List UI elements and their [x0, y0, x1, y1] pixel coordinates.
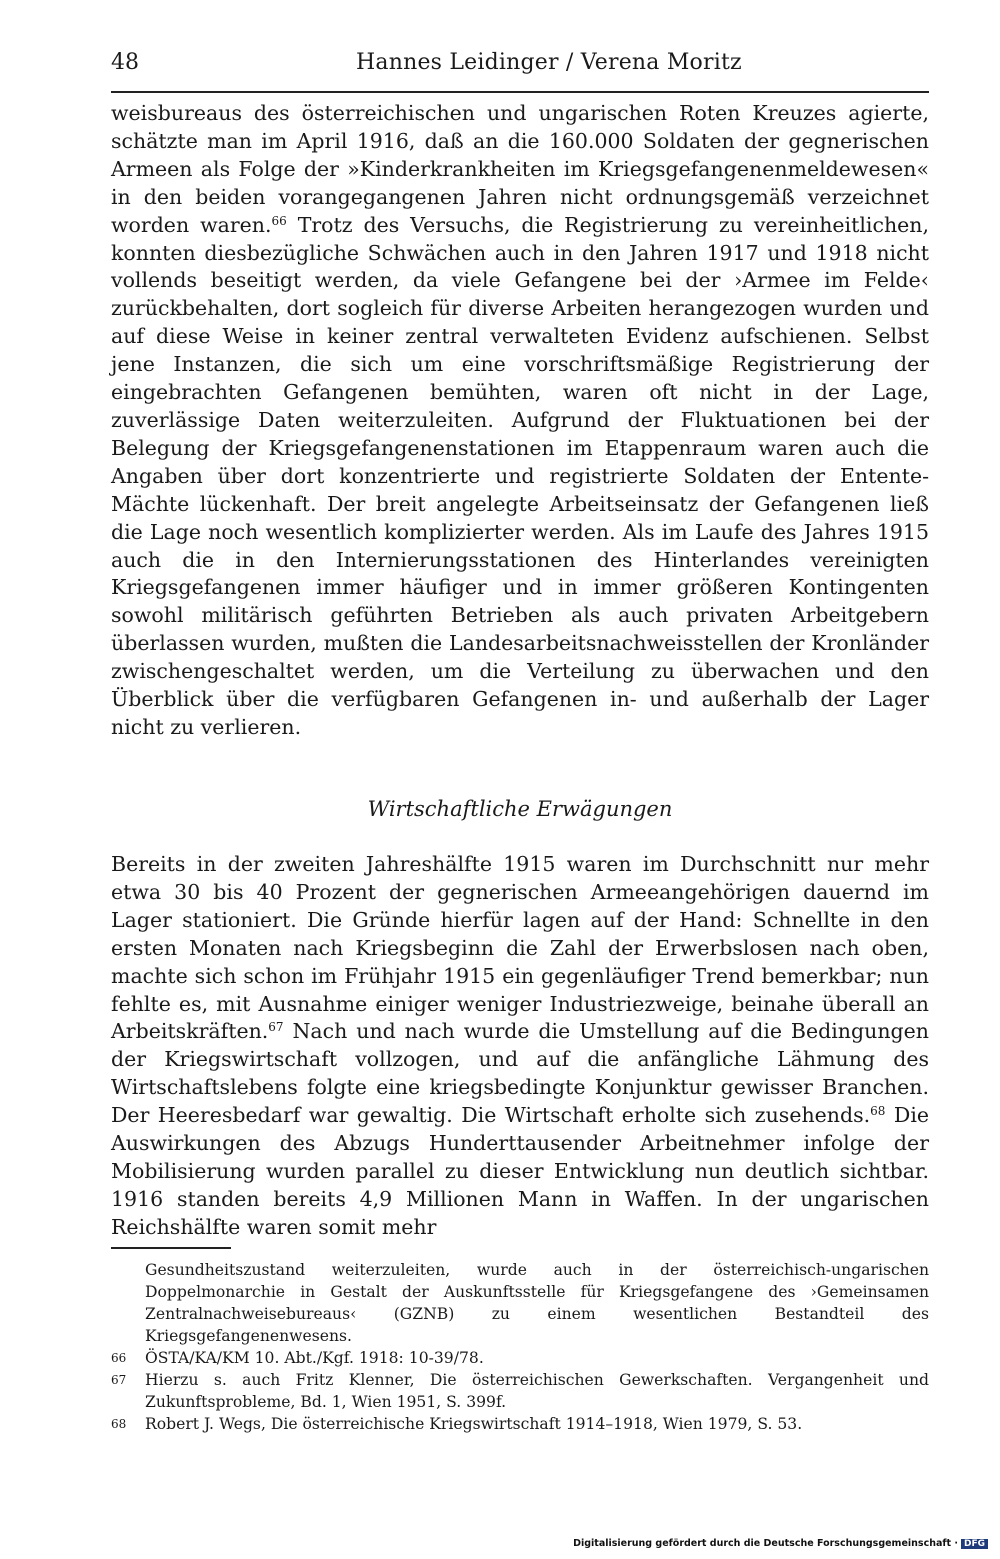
credit-text: Digitalisierung gefördert durch die Deutsche Forschungsgemeinschaft ·: [573, 1538, 958, 1549]
dfg-logo: DFG: [961, 1539, 988, 1549]
page-number: 48: [111, 50, 139, 75]
footnote-67: [111, 1369, 929, 1413]
running-head-authors: Hannes Leidinger / Verena Moritz: [356, 50, 742, 75]
paragraph-text: Nach und nach wurde die Umstellung auf die Bedingungen der Kriegswirtschaft vollzogen, und auf die anfängliche Lähmung des Wirtschaftslebens folgte eine kriegsbedingte Konjunktur gewisser Branchen. Der Heeresbedarf war gewaltig. Die Wirtschaft erholte sich zusehends.: [111, 1019, 929, 1128]
footnote-number: 66: [111, 1351, 127, 1365]
footnote-number: 68: [111, 1417, 127, 1431]
footnote-continuation: Gesundheitszustand weiterzuleiten, wurde auch in der österreichisch-ungarischen Doppelmonarchie in Gestalt der Auskunftsstelle für Kriegsgefangene des ›Gemeinsamen Zentralnachweisebureaus‹ (GZNB) zu einem wesentlichen Bestandteil des Kriegsgefangenenwesens.: [145, 1261, 929, 1345]
footnote-ref-66[interactable]: 66: [271, 213, 287, 228]
footnote-text: ÖSTA/KA/KM 10. Abt./Kgf. 1918: 10-39/78.: [145, 1349, 484, 1367]
header-rule: [111, 91, 929, 93]
footnote-rule: [111, 1247, 231, 1249]
footnote-text: Hierzu s. auch Fritz Klenner, Die österreichischen Gewerkschaften. Vergangenheit und Zukunftsprobleme, Bd. 1, Wien 1951, S. 399f.: [145, 1371, 929, 1411]
body-paragraph-2: [111, 851, 929, 1242]
footnote-ref-68[interactable]: 68: [870, 1104, 886, 1119]
footnote-ref-67[interactable]: 67: [268, 1020, 284, 1035]
footnote-66: [111, 1347, 929, 1369]
footnote-number: 67: [111, 1373, 127, 1387]
section-heading: Wirtschaftliche Erwägungen: [367, 797, 673, 821]
page-header: [111, 50, 929, 90]
paragraph-text: Die Auswirkungen des Abzugs Hunderttausender Arbeitnehmer infolge der Mobilisierung wurden parallel zu dieser Entwicklung nun deutlich sichtbar. 1916 standen bereits 4,9 Millionen Mann in Waffen. In der ungarischen Reichshälfte waren somit mehr: [111, 1103, 930, 1239]
body-paragraph-1: [111, 100, 929, 742]
paragraph-text: Trotz des Versuchs, die Registrierung zu vereinheitlichen, konnten diesbezügliche Schwächen auch in den Jahren 1917 und 1918 nicht vollends beseitigt werden, da viele Gefangene bei der ›Armee im Felde‹ zurückbehalten, dort sogleich für diverse Arbeiten herangezogen wurden und auf diese Weise in keiner zentral verwalteten Evidenz aufschienen. Selbst jene Instanzen, die sich um eine vorschriftsmäßige Registrierung der eingebrachten Gefangenen bemühten, waren oft nicht in der Lage, zuverlässige Daten weiterzuleiten. Aufgrund der Fluktuationen bei der Belegung der Kriegsgefangenenstationen im Etappenraum waren auch die Angaben über dort konzentrierte und registrierte Soldaten der Entente-Mächte lückenhaft. Der breit angelegte Arbeitseinsatz der Gefangenen ließ die Lage noch wesentlich komplizierter werden. Als im Laufe des Jahres 1915 auch die in den Internierungsstationen des Hinterlandes vereinigten Kriegsgefangenen immer häufiger und in immer größeren Kontingenten sowohl militärisch geführten Betrieben als auch privaten Arbeitgebern überlassen wurden, mußten die Landesarbeitsnachweisstellen der Kronländer zwischengeschaltet werden, um die Verteilung zu überwachen und den Überblick über die verfügbaren Gefangenen in- und außerhalb der Lager nicht zu verlieren.: [111, 212, 929, 739]
footnote-68: [111, 1413, 929, 1435]
footnotes: [111, 1259, 929, 1435]
paragraph-text: weisbureaus des österreichischen und ungarischen Roten Kreuzes agierte, schätzte man im April 1916, daß an die 160.000 Soldaten der gegnerischen Armeen als Folge der »Kinderkrankheiten im Kriegsgefangenenmeldewesen« in den beiden vorangegangenen Jahren nicht ordnungsgemäß verzeichnet worden waren.: [111, 101, 929, 237]
footnote-text: Robert J. Wegs, Die österreichische Kriegswirtschaft 1914–1918, Wien 1979, S. 53.: [145, 1415, 803, 1433]
paragraph-text: Bereits in der zweiten Jahreshälfte 1915 waren im Durchschnitt nur mehr etwa 30 bis 40 Prozent der gegnerischen Armeeangehörigen dauernd im Lager stationiert. Die Gründe hierfür lagen auf der Hand: Schnellte in den ersten Monaten nach Kriegsbeginn die Zahl der Erwerbslosen nach oben, machte sich schon im Frühjahr 1915 ein gegenläufiger Trend bemerkbar; nun fehlte es, mit Ausnahme einiger weniger Industriezweige, beinahe überall an Arbeitskräften.: [111, 852, 929, 1044]
digitization-credit: [573, 1538, 988, 1549]
